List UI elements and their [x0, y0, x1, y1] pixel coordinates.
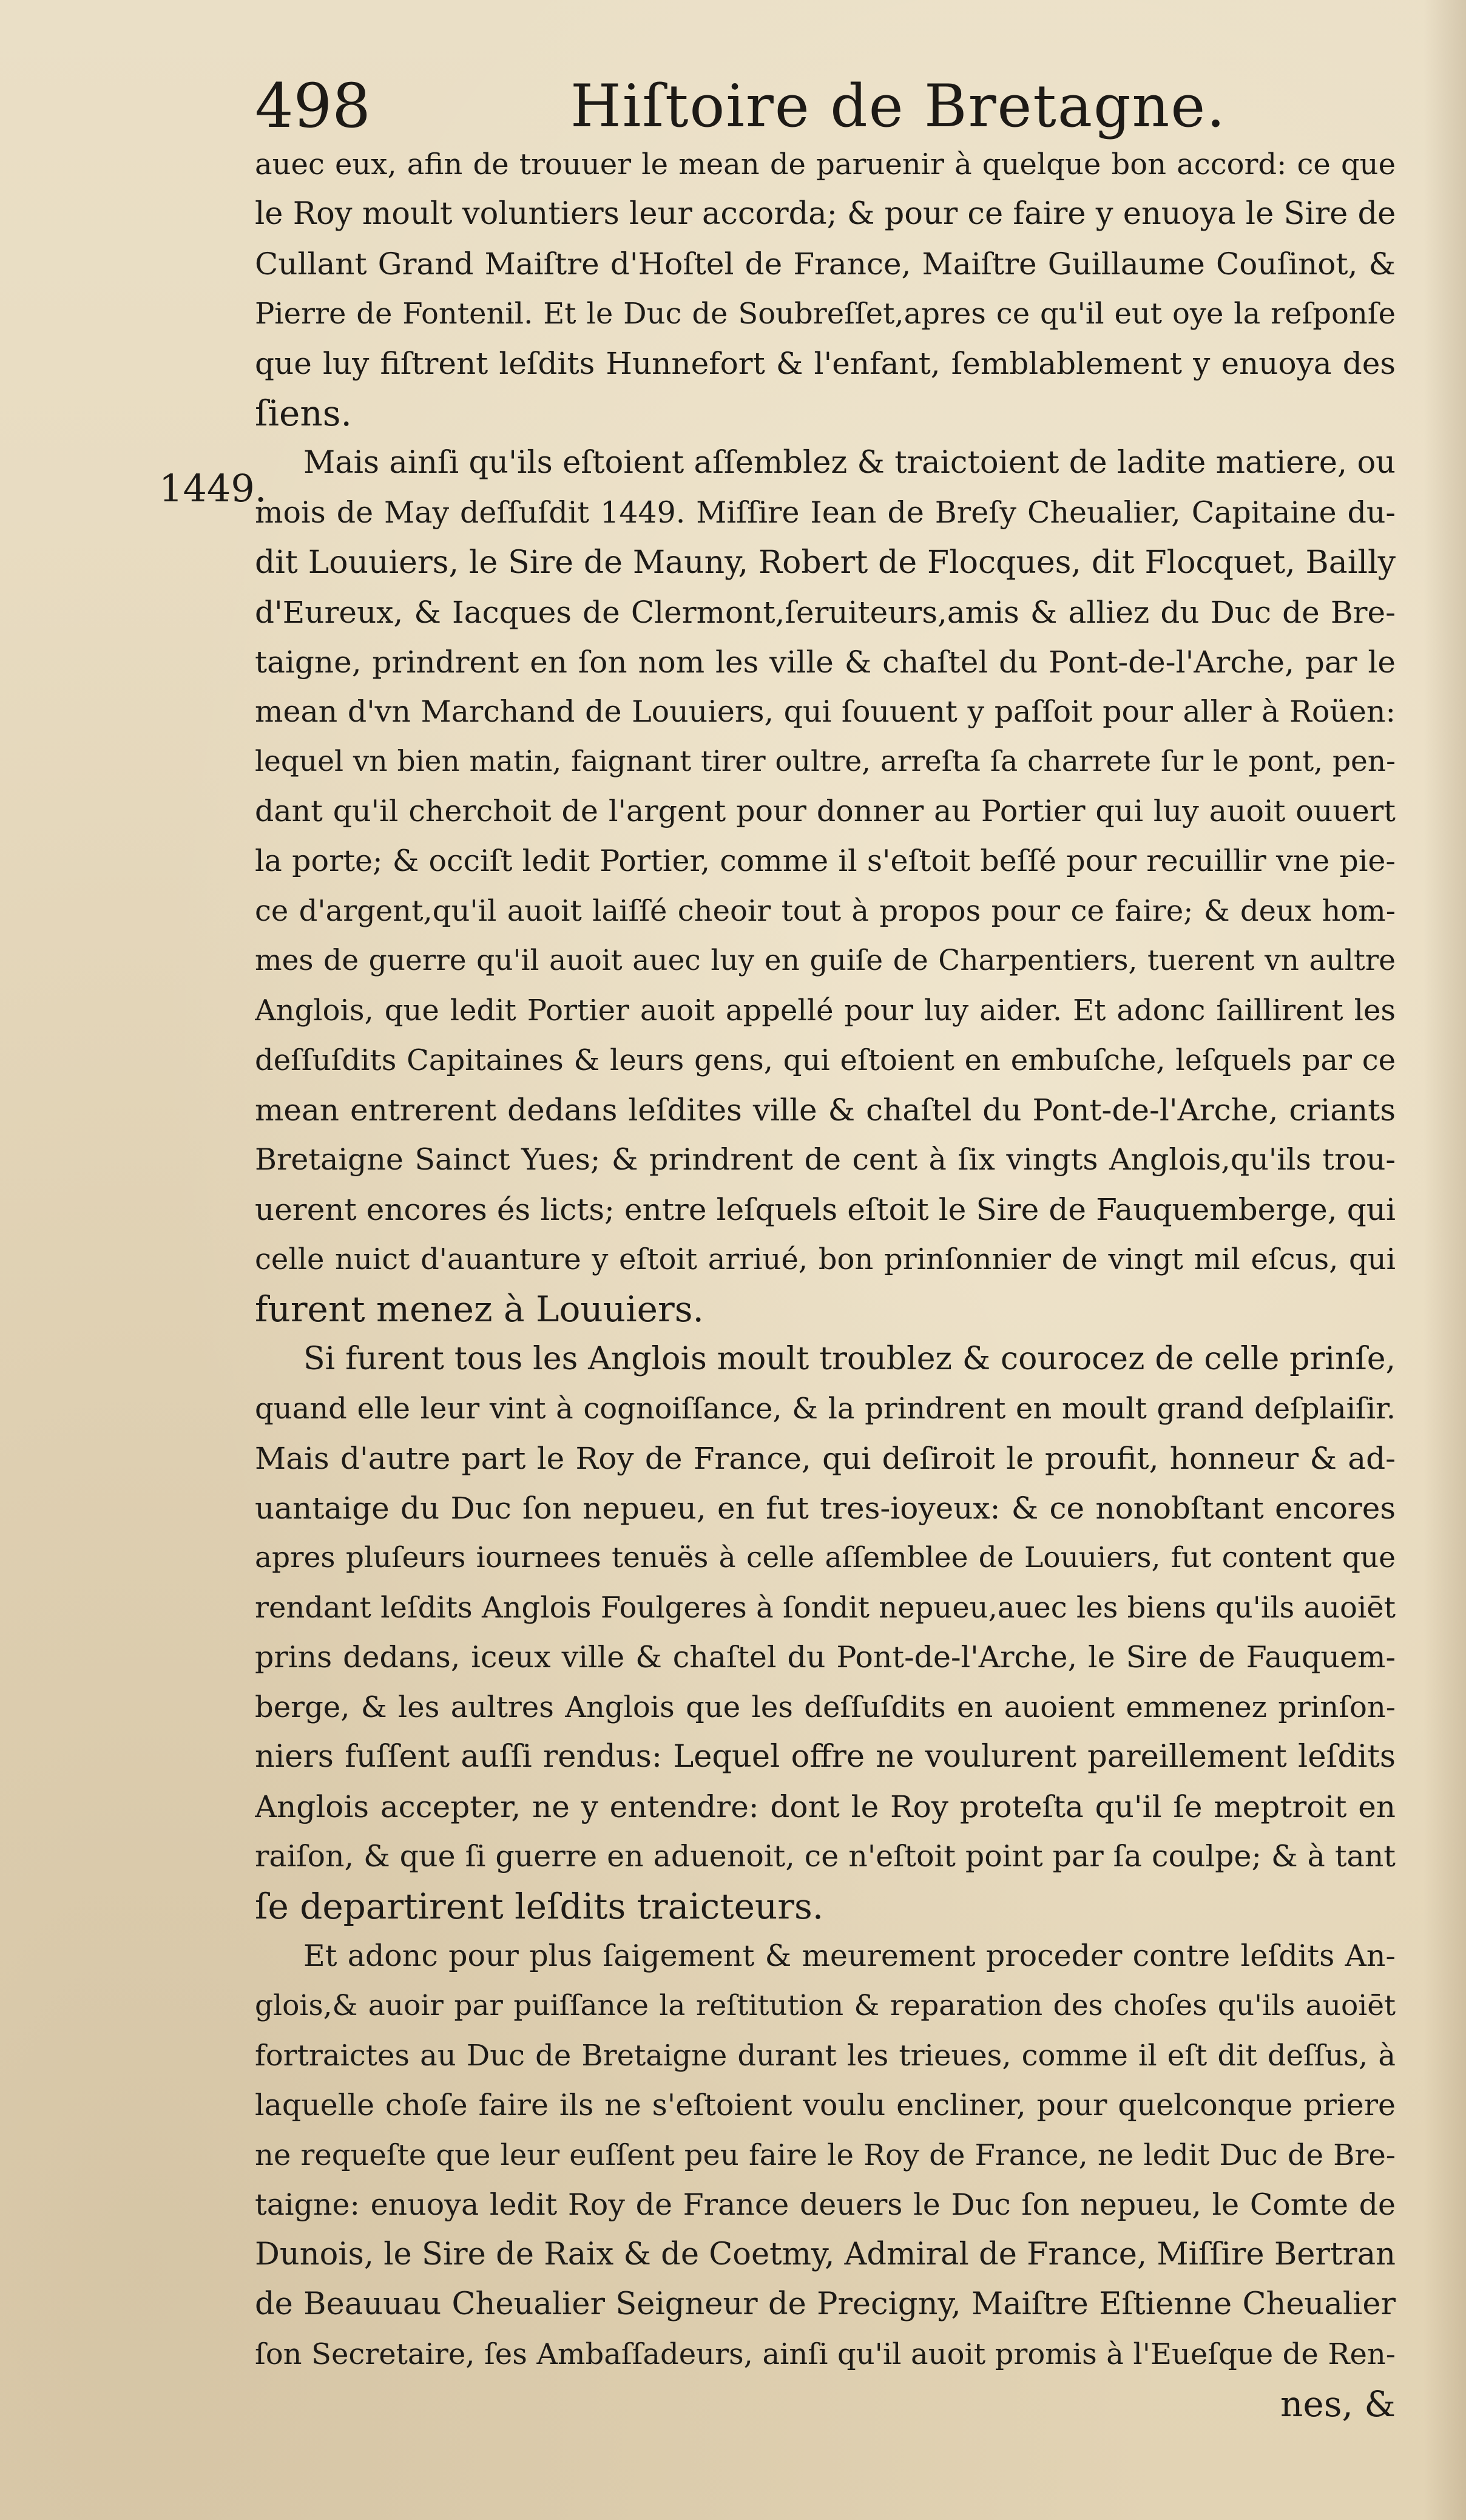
text-line: fortraictes au Duc de Bretaigne durant les trieues, comme il eſt dit deſſus, à	[255, 2039, 1396, 2073]
text-line: mes de guerre qu'il auoit auec luy en guiſe de Charpentiers, tuerent vn aultre	[255, 944, 1396, 977]
page-header	[255, 70, 1396, 141]
text-line: mean d'vn Marchand de Louuiers, qui ſouuent y paſſoit pour aller à Roüen:	[255, 694, 1396, 729]
text-line: quand elle leur vint à cognoiſſance, & la prindrent en moult grand deſplaiſir.	[255, 1392, 1396, 1426]
text-line: ne requeſte que leur euſſent peu faire le Roy de France, ne ledit Duc de Bre-	[255, 2138, 1396, 2172]
text-line: niers fuſſent auſſi rendus: Lequel offre ne voulurent pareillement leſdits	[255, 1739, 1396, 1775]
text-line: que luy fiſtrent leſdits Hunnefort & l'enfant, ſemblablement y enuoya des	[255, 346, 1396, 381]
text-line: Dunois, le Sire de Raix & de Coetmy, Admiral de France, Miſſire Bertran	[255, 2237, 1396, 2272]
paragraph-first-line: Mais ainſi qu'ils eſtoient aſſemblez & traictoient de ladite matiere, ou	[303, 445, 1396, 481]
text-line: laquelle choſe faire ils ne s'eſtoient voulu encliner, pour quelconque priere	[255, 2088, 1396, 2122]
page-gutter-shadow	[1424, 0, 1466, 2520]
text-line: uerent encores és licts; entre leſquels eſtoit le Sire de Fauquemberge, qui	[255, 1192, 1396, 1227]
text-line: dit Louuiers, le Sire de Mauny, Robert de Flocques, dit Flocquet, Bailly	[255, 544, 1396, 581]
text-line: taigne, prindrent en ſon nom les ville & chaſtel du Pont-de-l'Arche, par le	[255, 645, 1396, 680]
text-line: ſiens.	[255, 393, 352, 434]
text-line: prins dedans, iceux ville & chaſtel du Pont-de-l'Arche, le Sire de Fauquem-	[255, 1640, 1396, 1675]
text-line: la porte; & occiſt ledit Portier, comme il s'eſtoit beſſé pour recuillir vne pie-	[255, 844, 1396, 878]
paragraph-first-line: Et adonc pour plus ſaigement & meurement proceder contre leſdits An-	[303, 1939, 1396, 1973]
text-line: raiſon, & que ſi guerre en aduenoit, ce n'eſtoit point par ſa coulpe; & à tant	[255, 1839, 1396, 1874]
text-line: ce d'argent,qu'il auoit laiſſé cheoir tout à propos pour ce faire; & deux hom-	[255, 894, 1396, 928]
body-text	[255, 140, 1396, 2429]
text-line: auec eux, afin de trouuer le mean de paruenir à quelque bon accord: ce que	[255, 147, 1396, 181]
text-line: berge, & les aultres Anglois que les deſſuſdits en auoient emmenez prinſon-	[255, 1690, 1396, 1724]
text-line: Anglois, que ledit Portier auoit appellé pour luy aider. Et adonc ſaillirent les	[255, 994, 1396, 1028]
text-line: furent menez à Louuiers.	[255, 1289, 704, 1330]
text-line: dant qu'il cherchoit de l'argent pour donner au Portier qui luy auoit ouuert	[255, 794, 1396, 828]
text-line: apres pluſeurs iournees tenuës à celle aſſemblee de Louuiers, fut content que	[255, 1541, 1396, 1574]
text-line: Cullant Grand Maiſtre d'Hoſtel de France, Maiſtre Guillaume Couſinot, &	[255, 246, 1396, 282]
text-line: rendant leſdits Anglois Foulgeres à ſondit nepueu,auec les biens qu'ils auoiēt	[255, 1591, 1396, 1625]
running-title: Hiſtoire de Bretagne.	[570, 72, 1226, 140]
text-line: taigne: enuoya ledit Roy de France deuers le Duc ſon nepueu, le Comte de	[255, 2187, 1396, 2222]
catchword-line: nes, &	[1280, 2383, 1396, 2425]
text-line: celle nuict d'auanture y eſtoit arriué, bon prinſonnier de vingt mil eſcus, qui	[255, 1242, 1396, 1276]
text-line: lequel vn bien matin, faignant tirer oultre, arreſta ſa charrete ſur le pont, pen-	[255, 745, 1396, 778]
text-line: uantaige du Duc ſon nepueu, en fut tres-ioyeux: & ce nonobſtant encores	[255, 1491, 1396, 1526]
text-line: deſſuſdits Capitaines & leurs gens, qui eſtoient en embuſche, leſquels par ce	[255, 1043, 1396, 1077]
text-line: Mais d'autre part le Roy de France, qui deſiroit le proufit, honneur & ad-	[255, 1441, 1396, 1476]
text-line: mois de May deſſuſdit 1449. Miſſire Iean de Breſy Cheualier, Capitaine du-	[255, 495, 1396, 530]
text-line: d'Eureux, & Iacques de Clermont,ſeruiteurs,amis & alliez du Duc de Bre-	[255, 595, 1396, 630]
margin-year-note: 1449.	[159, 466, 267, 510]
text-line: ſe departirent leſdits traicteurs.	[255, 1886, 824, 1927]
text-line: ſon Secretaire, ſes Ambaſſadeurs, ainſi qu'il auoit promis à l'Eueſque de Ren-	[255, 2337, 1396, 2371]
text-line: Bretaigne Sainct Yues; & prindrent de cent à ſix vingts Anglois,qu'ils trou-	[255, 1142, 1396, 1177]
page-number: 498	[255, 70, 371, 141]
paragraph-first-line: Si furent tous les Anglois moult troublez & courocez de celle prinſe,	[303, 1341, 1396, 1377]
text-line: Pierre de Fontenil. Et le Duc de Soubreſſet,apres ce qu'il eut oye la reſponſe	[255, 297, 1396, 331]
text-line: glois,& auoir par puiſſance la reſtitution & reparation des choſes qu'ils auoiēt	[255, 1989, 1396, 2022]
text-line: de Beauuau Cheualier Seigneur de Precigny, Maiſtre Eſtienne Cheualier	[255, 2286, 1396, 2322]
text-line: Anglois accepter, ne y entendre: dont le Roy proteſta qu'il ſe meptroit en	[255, 1789, 1396, 1824]
text-line: le Roy moult voluntiers leur accorda; & pour ce faire y enuoya le Sire de	[255, 196, 1396, 232]
text-line: mean entrerent dedans leſdites ville & chaſtel du Pont-de-l'Arche, criants	[255, 1092, 1396, 1128]
